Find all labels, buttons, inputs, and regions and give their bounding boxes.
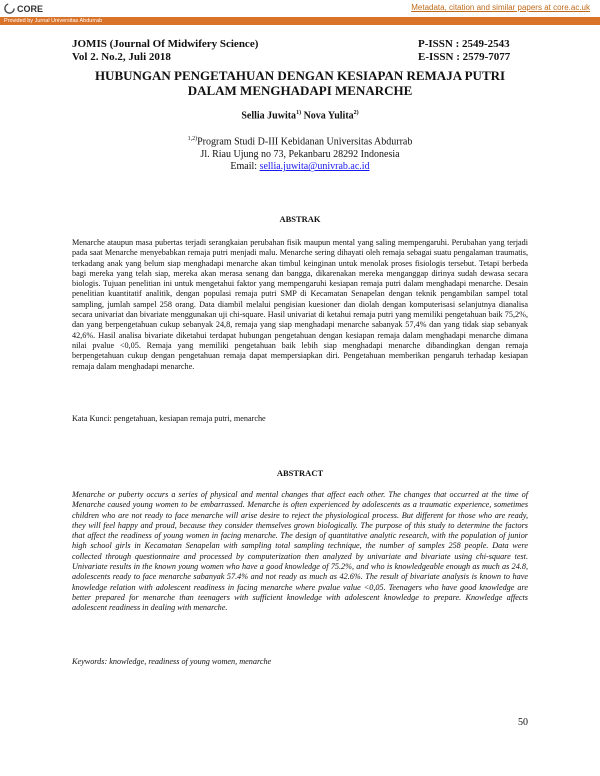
paper-title xyxy=(60,68,540,98)
core-logo-icon xyxy=(4,3,15,14)
address: Jl. Riau Ujung no 73, Pekanbaru 28292 Indonesia xyxy=(200,148,400,160)
abstract-body: Menarche or puberty occurs a series of physical and mental changes that affect each other. The changes that occurred at the time of Menarche caused young women to be embarrassed. Menarche is often experienced by adolescents as a traumatic experience, sometimes children who are not ready to face menarche will arise desire to reject the physiological process. But different for those who are ready, they will feel happy and proud, because they consider themselves grown biologically. The purpose of this study to determine the factors that affect the readiness of young women in facing menarche. The design of quantitative analytic research, with the population of junior high school girls in Kecamatan Senapelan with sampling total sampling technique, the number of samples 258 people. Data were collected through questionnaire and processed by computerization then analyzed by univariate and bivariate using chi-square test. Univariate results in the known young women who have a good knowledge of 75.2%, and who is knowledgeable enough as much as 24.8, adolescents ready to face menarche sabanyak 57.4% and not ready as much as 42.6%. The result of bivariate analysis is known to have knowledge relation with adolescent readiness in facing menarche where pvalue value <0,05. Teenagers who have good knowledge are better prepared for menarche than teenagers with sufficient knowledge with adolescent knowledge to prepare. Knowledge affects adolescent readiness in dealing with menarche. xyxy=(72,490,528,613)
email-link[interactable]: sellia.juwita@univrab.ac.id xyxy=(259,161,370,173)
title-line-1: HUBUNGAN PENGETAHUAN DENGAN KESIAPAN REMAJA PUTRI xyxy=(94,68,506,83)
abstract-keywords: Keywords: knowledge, readiness of young women, menarche xyxy=(72,657,272,666)
abstrak-keywords: Kata Kunci: pengetahuan, kesiapan remaja putri, menarche xyxy=(72,414,266,423)
affiliation xyxy=(0,133,600,174)
abstrak-heading: ABSTRAK xyxy=(279,214,321,224)
title-line-2: DALAM MENGHADAPI MENARCHE xyxy=(187,83,413,98)
core-metadata-link[interactable]: Metadata, citation and similar papers at core.ac.uk xyxy=(411,3,590,12)
core-logo[interactable] xyxy=(4,2,43,15)
abstrak-body: Menarche ataupun masa pubertas terjadi serangkaian perubahan fisik maupun mental yang saling mempengaruhi. Perubahan yang terjadi pada saat Menarche menyebabkan remaja putri menjadi malu. Menarche sering dihayati oleh remaja sebagai suatu pengalaman traumatis, terkadang anak yang belum siap menghadapi menarche akan timbul keinginan untuk menolak proses fisiologis tersebut. Tetapi berbeda bagi mereka yang telah siap, mereka akan merasa senang dan bangga, dikarenakan mereka menganggap dirinya sudah dewasa secara biologis. Tujuan penelitian ini untuk mengetahui faktor yang mempengaruhi kesiapan remaja putri dalam menghadapi menarche. Desain penelitian kuantitatif analitik, dengan populasi remaja putri SMP di Kecamatan Senapelan dengan teknik pengambilan sampel total sampling, jumlah sampel 258 orang. Data diambil melalui pengisian kuesioner dan diolah dengan komputerisasi selanjutnya dianalisa secara univariat dan bivariate menggunakan uji chi-square. Hasil univariat di ketahui remaja putri yang memiliki pengetahuan baik 75,2%, dan yang berpengetahuan cukup sebanyak 24,8, remaja yang siap menghadapi menarche sabanyak 57,4% dan yang tidak siap sebanyak 42,6%. Hasil analisa bivariate diketahui terdapat hubungan pengetahuan dengan kesiapan remaja dalam menghadapi menarche dimana nilai pvalue <0,05. Remaja yang memiliki pengetahuan baik lebih siap menghadapi menarche dibandingkan dengan remaja berpengetahuan cukup dengan pengetahuan remaja dapat mempersiapkan diri. Pengetahuan memberikan pengaruh terhadap kesiapan remaja dalam menghadapi menarche. xyxy=(72,238,528,371)
author-1: Sellia Juwita xyxy=(241,110,297,122)
journal-name: JOMIS (Journal Of Midwifery Science) xyxy=(72,38,259,50)
p-issn: P-ISSN : 2549-2543 xyxy=(418,38,510,50)
author-1-sup: 1) xyxy=(296,110,302,116)
provided-by-bar xyxy=(0,17,600,25)
e-issn: E-ISSN : 2579-7077 xyxy=(418,51,511,63)
page-number: 50 xyxy=(518,717,528,728)
affiliation-sup: 1,2) xyxy=(187,136,198,142)
authors xyxy=(0,110,600,121)
institution: Program Studi D-III Kebidanan Universitas Abdurrab xyxy=(197,136,413,148)
journal-volume: Vol 2. No.2, Juli 2018 xyxy=(72,51,171,63)
email-label: Email: xyxy=(230,161,260,173)
author-2: Nova Yulita xyxy=(301,110,354,122)
core-logo-text: CORE xyxy=(17,3,44,14)
core-header-bar xyxy=(0,0,600,17)
author-2-sup: 2) xyxy=(353,110,359,116)
abstract-heading: ABSTRACT xyxy=(276,468,324,478)
provided-by-text: Provided by Jurnal Universitas Abdurrab xyxy=(4,18,103,24)
journal-header xyxy=(72,38,528,64)
